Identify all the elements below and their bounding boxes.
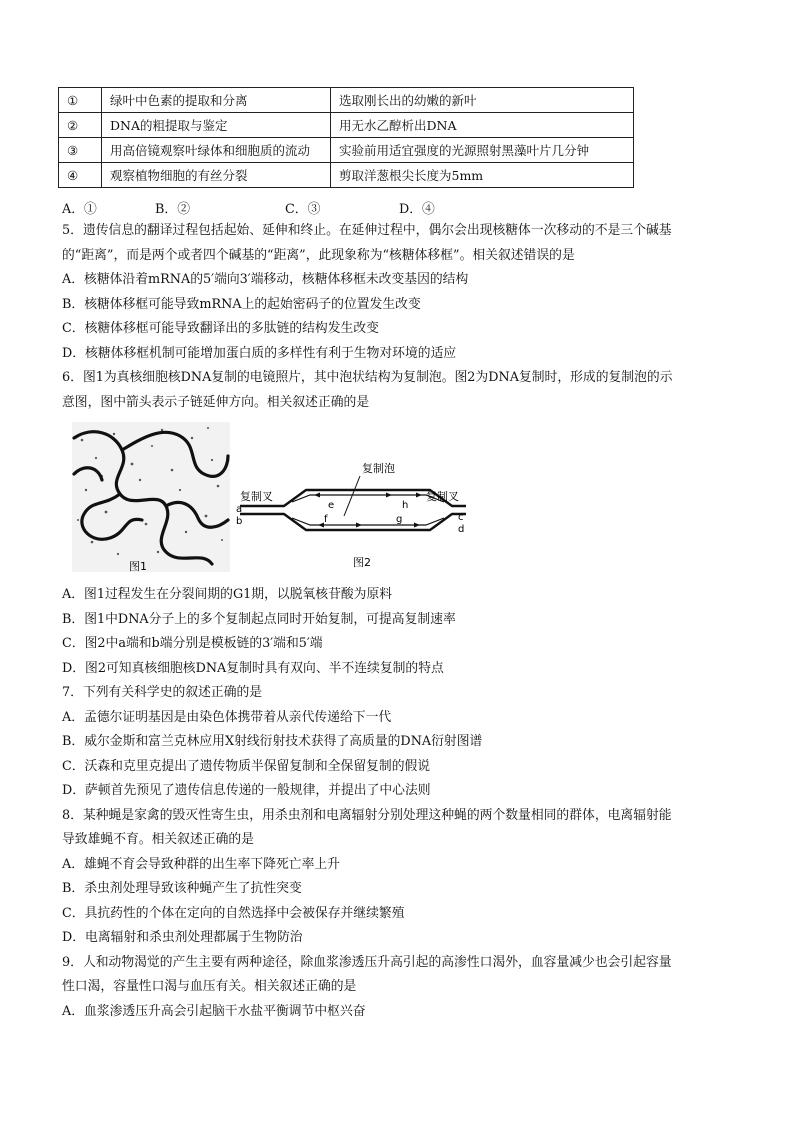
figure1-caption: 图1: [129, 560, 147, 573]
strand-e-label: e: [328, 500, 335, 511]
end-d-label: d: [458, 524, 465, 535]
q6-option-c: C．图2中a端和b端分别是模板链的3′端和5′端: [62, 636, 323, 651]
experiment-name: 观察植物细胞的有丝分裂: [102, 163, 331, 188]
fork-right-label: 复制叉: [426, 490, 459, 503]
experiment-operation: 用无水乙醇析出DNA: [331, 113, 634, 138]
experiment-name: 绿叶中色素的提取和分离: [102, 88, 331, 113]
q7-option-a: A．孟德尔证明基因是由染色体携带着从亲代传递给下一代: [62, 710, 392, 725]
strand-h-label: h: [402, 500, 409, 511]
q5-option-c: C．核糖体移框可能导致翻译出的多肽链的结构发生改变: [62, 321, 379, 336]
q6-stem-line1: 6．图1为真核细胞核DNA复制的电镜照片，其中泡状结构为复制泡。图2为DNA复制时，形成的复制泡的示: [62, 370, 673, 385]
q7-option-b: B．威尔金斯和富兰克林应用X射线衍射技术获得了高质量的DNA衍射图谱: [62, 734, 483, 749]
q8-stem-line1: 8．某种蝇是家禽的毁灭性寄生虫，用杀虫剂和电离辐射分别处理这种蝇的两个数量相同的群体，电离辐射能: [62, 808, 672, 823]
q4-option-b: B．②: [155, 202, 190, 217]
figure1-micrograph: [72, 422, 230, 573]
experiment-operation: 选取刚长出的幼嫩的新叶: [331, 88, 634, 113]
experiment-name: DNA的粗提取与鉴定: [102, 113, 331, 138]
experiment-operation: 剪取洋葱根尖长度为5mm: [331, 163, 634, 188]
table-row: [59, 163, 634, 188]
q6-option-a: A．图1过程发生在分裂间期的G1期，以脱氧核苷酸为原料: [62, 587, 393, 602]
figure2-replication-bubble: [236, 461, 466, 569]
q6-option-b: B．图1中DNA分子上的多个复制起点同时开始复制，可提高复制速率: [62, 612, 456, 627]
figure2-caption: 图2: [353, 556, 371, 569]
end-c-label: c: [458, 512, 464, 523]
q8-option-c: C．具抗药性的个体在定向的自然选择中会被保存并继续繁殖: [62, 906, 405, 921]
strand-f-label: f: [324, 514, 328, 525]
strand-g-label: g: [396, 514, 403, 525]
q4-option-d: D．④: [399, 202, 435, 217]
q9-option-a: A．血浆渗透压升高会引起脑干水盐平衡调节中枢兴奋: [62, 1004, 366, 1019]
q7-option-d: D．萨顿首先预见了遗传信息传递的一般规律，并提出了中心法则: [62, 783, 431, 798]
row-number: ③: [59, 138, 102, 163]
experiment-name: 用高倍镜观察叶绿体和细胞质的流动: [102, 138, 331, 163]
fork-left-label: 复制叉: [240, 490, 273, 503]
q5-option-b: B．核糖体移框可能导致mRNA上的起始密码子的位置发生改变: [62, 297, 421, 312]
row-number: ①: [59, 88, 102, 113]
q7-stem: 7．下列有关科学史的叙述正确的是: [62, 685, 263, 700]
experiment-table: [58, 87, 634, 188]
q5-stem-line1: 5．遗传信息的翻译过程包括起始、延伸和终止。在延伸过程中，偶尔会出现核糖体一次移动的不是三个碱基: [62, 223, 672, 238]
q8-stem-line2: 导致雄蝇不育。相关叙述正确的是: [62, 832, 254, 847]
q5-option-a: A．核糖体沿着mRNA的5′端向3′端移动，核糖体移框未改变基因的结构: [62, 272, 469, 287]
q4-option-a: A．①: [62, 202, 97, 217]
q6-option-d: D．图2可知真核细胞核DNA复制时具有双向、半不连续复制的特点: [62, 661, 444, 676]
q4-options: [62, 198, 462, 216]
experiment-operation: 实验前用适宜强度的光源照射黑藻叶片几分钟: [331, 138, 634, 163]
q4-option-c: C．③: [285, 202, 321, 217]
end-a-label: a: [236, 504, 243, 515]
table-row: [59, 113, 634, 138]
q5-option-d: D．核糖体移框机制可能增加蛋白质的多样性有利于生物对环境的适应: [62, 346, 457, 361]
table-row: [59, 88, 634, 113]
q5-stem-line2: 的“距离”，而是两个或者四个碱基的“距离”，此现象称为“核糖体移框”。相关叙述错误的是: [62, 248, 575, 263]
end-b-label: b: [236, 516, 243, 527]
q9-stem-line2: 性口渴，容量性口渴与血压有关。相关叙述正确的是: [62, 979, 357, 994]
q8-option-b: B．杀虫剂处理导致该种蝇产生了抗性突变: [62, 881, 302, 896]
q8-option-a: A．雄蝇不育会导致种群的出生率下降死亡率上升: [62, 857, 340, 872]
q8-option-d: D．电离辐射和杀虫剂处理都属于生物防治: [62, 930, 303, 945]
q9-stem-line1: 9．人和动物渴觉的产生主要有两种途径，除血浆渗透压升高引起的高渗性口渴外，血容量减少也会引起容量: [62, 955, 672, 970]
replication-bubble-label: 复制泡: [362, 462, 395, 475]
table-row: [59, 138, 634, 163]
row-number: ②: [59, 113, 102, 138]
q7-option-c: C．沃森和克里克提出了遗传物质半保留复制和全保留复制的假说: [62, 759, 431, 774]
q6-stem-line2: 意图，图中箭头表示子链延伸方向。相关叙述正确的是: [62, 395, 370, 410]
dna-replication-figure: [62, 420, 472, 580]
row-number: ④: [59, 163, 102, 188]
